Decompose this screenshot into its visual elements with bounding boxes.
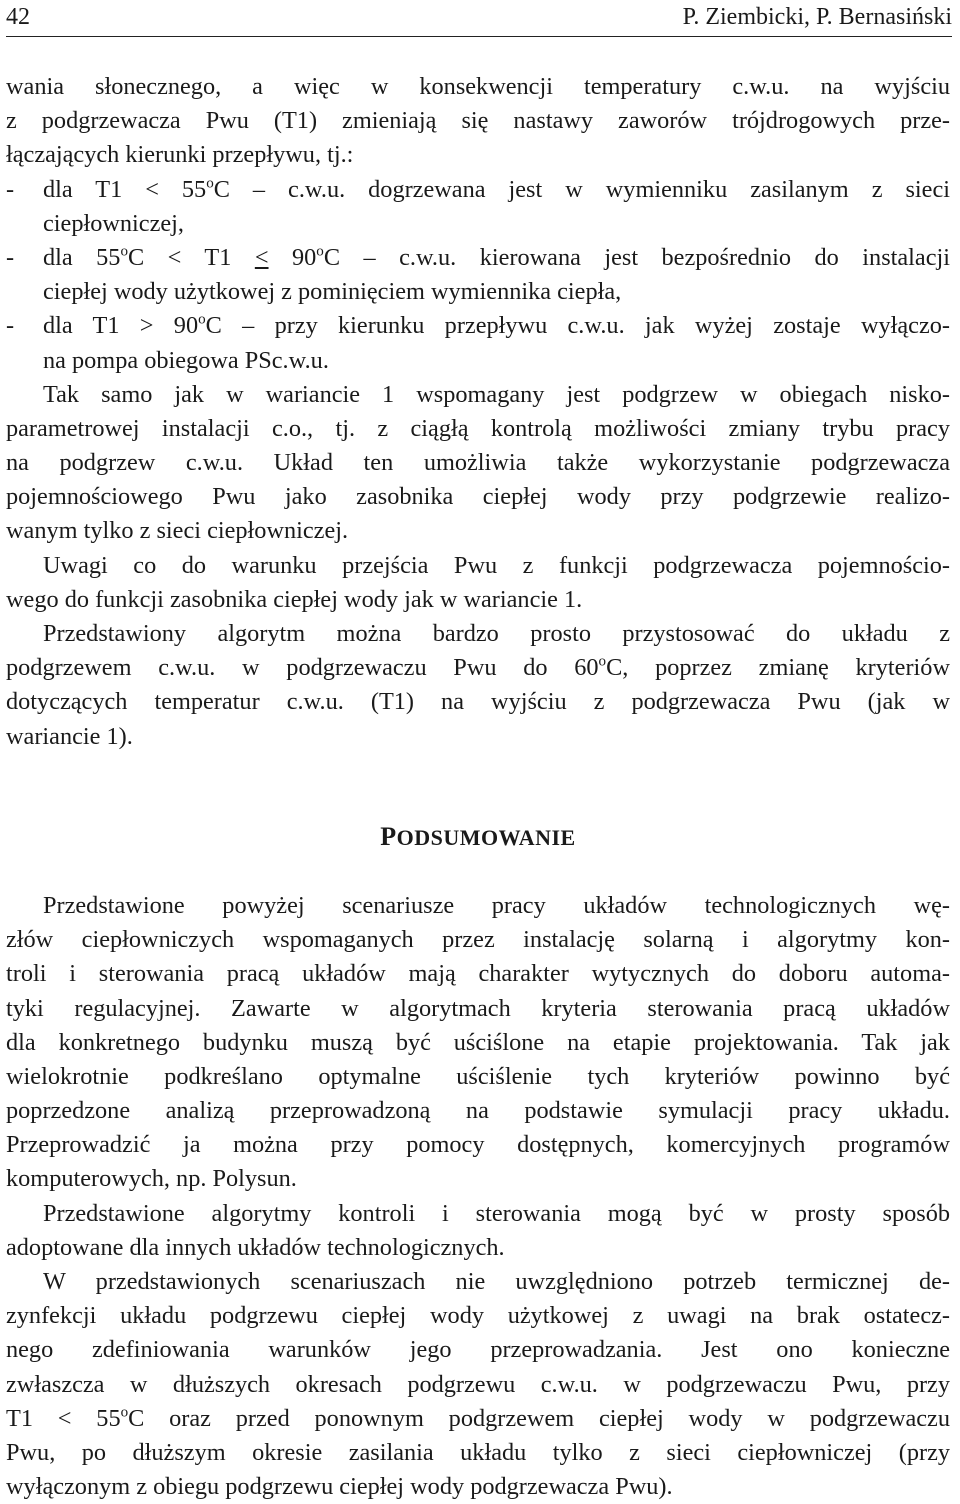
text-line: wanym tylko z sieci ciepłowniczej. (6, 517, 349, 545)
list-dash: - (6, 175, 15, 203)
paragraph-continuation (6, 70, 950, 173)
text-line: Tak samo jak w wariancie 1 wspomagany jest podgrzew w obiegach nisko- (43, 380, 950, 408)
text-line (6, 173, 950, 207)
less-equal-symbol: < (254, 243, 269, 271)
paragraph (6, 1265, 950, 1504)
text-line: komputerowych, np. Polysun. (6, 1165, 297, 1193)
text-line: wego do funkcji zasobnika ciepłej wody jak w wariancie 1. (6, 585, 583, 613)
text-segment: C – c.w.u. dogrzewana jest w wymienniku zasilanym z sieci (213, 175, 950, 203)
superscript-degree: o (316, 243, 324, 260)
text-line: pojemnościowego Pwu jako zasobnika ciepłej wody przy podgrzewie realizo- (6, 483, 950, 511)
paragraph (6, 549, 950, 617)
text-line: Przedstawione algorytmy kontroli i sterowania mogą być w prosty sposób (43, 1199, 950, 1227)
text-line: dla konkretnego budynku muszą być uściślone na etapie projektowania. Tak jak (6, 1028, 950, 1056)
list-item (6, 241, 950, 309)
text-segment: 90 (268, 243, 317, 271)
heading-initial: P (380, 821, 397, 851)
text-segment: C, poprzez zmianę kryteriów (606, 654, 950, 682)
text-segment: T1 < 55 (6, 1404, 121, 1432)
text-line: Przeprowadzić ja można przy pomocy dostępnych, komercyjnych programów (6, 1131, 950, 1159)
section-heading-summary (6, 820, 950, 855)
list-item (6, 309, 950, 377)
paragraph (6, 1197, 950, 1265)
text-line (6, 309, 950, 343)
paragraph (6, 889, 950, 1197)
text-line: Przedstawione powyżej scenariusze pracy układów technologicznych wę- (43, 891, 950, 919)
text-segment: C < T1 (127, 243, 255, 271)
running-head-authors: P. Ziembicki, P. Bernasiński (682, 4, 952, 30)
list-item (6, 173, 950, 241)
text-line: z podgrzewacza Pwu (T1) zmieniają się nastawy zaworów trójdrogowych prze- (6, 107, 950, 135)
text-segment: C – c.w.u. kierowana jest bezpośrednio do instalacji (323, 243, 951, 271)
superscript-degree: o (120, 1404, 129, 1421)
text-line: poprzedzone analizą przeprowadzoną na podstawie symulacji pracy układu. (6, 1097, 950, 1125)
superscript-degree: o (206, 175, 214, 192)
text-line: tyki regulacyjnej. Zawarte w algorytmach kryteria sterowania pracą układów (6, 994, 950, 1022)
list-dash: - (6, 312, 15, 340)
page-number: 42 (6, 4, 30, 30)
page-body (6, 70, 950, 1504)
superscript-degree: o (198, 311, 206, 328)
text-line: ciepłej wody użytkowej z pominięciem wymiennika ciepła, (43, 278, 622, 306)
text-line: na pompa obiegowa PSc.w.u. (43, 346, 329, 374)
text-line: dotyczących temperatur c.w.u. (T1) na wyjściu z podgrzewacza Pwu (jak w (6, 688, 950, 716)
text-line (6, 651, 950, 685)
text-line: wariancie 1). (6, 722, 133, 750)
text-segment: dla T1 < 55 (43, 175, 207, 203)
text-segment: dla 55 (43, 243, 121, 271)
text-segment: C – przy kierunku przepływu c.w.u. jak wyżej zostaje wyłączo- (205, 312, 950, 340)
text-segment: dla T1 > 90 (43, 312, 199, 340)
text-line (6, 241, 950, 275)
text-line (6, 1402, 950, 1436)
superscript-degree: o (120, 243, 128, 260)
text-line: Przedstawiony algorytm można bardzo prosto przystosować do układu z (43, 620, 950, 647)
text-line: Pwu, po dłuższym okresie zasilania układu tylko z sieci ciepłowniczej (przy (6, 1438, 950, 1466)
text-line: na podgrzew c.w.u. Układ ten umożliwia także wykorzystanie podgrzewacza (6, 449, 950, 477)
text-line: wania słonecznego, a więc w konsekwencji temperatury c.w.u. na wyjściu (6, 73, 950, 100)
page-header (6, 0, 952, 37)
text-line: nego zdefiniowania warunków jego przeprowadzania. Jest ono konieczne (6, 1336, 950, 1364)
text-line: wielokrotnie podkreślano optymalne uściślenie tych kryteriów powinno być (6, 1062, 950, 1090)
text-line: zynfekcji układu podgrzewu ciepłej wody użytkowej z uwagi na brak ostatecz- (6, 1302, 950, 1330)
text-line: łączających kierunki przepływu, tj.: (6, 141, 354, 169)
text-line: wyłączonym z obiegu podgrzewu ciepłej wody podgrzewacza Pwu). (6, 1473, 673, 1501)
text-segment: podgrzewem c.w.u. w podgrzewaczu Pwu do 60 (6, 654, 599, 682)
text-line: złów ciepłowniczych wspomaganych przez instalację solarną i algorytmy kon- (6, 926, 950, 954)
superscript-degree: o (598, 653, 607, 670)
text-line: ciepłowniczej, (43, 209, 184, 237)
text-line: Uwagi co do warunku przejścia Pwu z funkcji podgrzewacza pojemnościo- (43, 551, 950, 579)
heading-rest: ODSUMOWANIE (396, 824, 576, 850)
list-dash: - (6, 243, 15, 271)
bullet-list (6, 173, 950, 378)
text-line: troli i sterowania pracą układów mają charakter wytycznych do doboru automa- (6, 960, 950, 988)
text-segment: C oraz przed ponownym podgrzewem ciepłej wody w podgrzewaczu (128, 1404, 950, 1432)
text-line: zwłaszcza w dłuższych okresach podgrzewu c.w.u. w podgrzewaczu Pwu, przy (6, 1370, 950, 1398)
text-line: adoptowane dla innych układów technologicznych. (6, 1233, 505, 1261)
text-line: W przedstawionych scenariuszach nie uwzględniono potrzeb termicznej de- (43, 1268, 950, 1296)
paragraph (6, 617, 950, 754)
text-line: parametrowej instalacji c.o., tj. z ciągłą kontrolą możliwości zmiany trybu pracy (6, 414, 950, 442)
paragraph (6, 378, 950, 549)
